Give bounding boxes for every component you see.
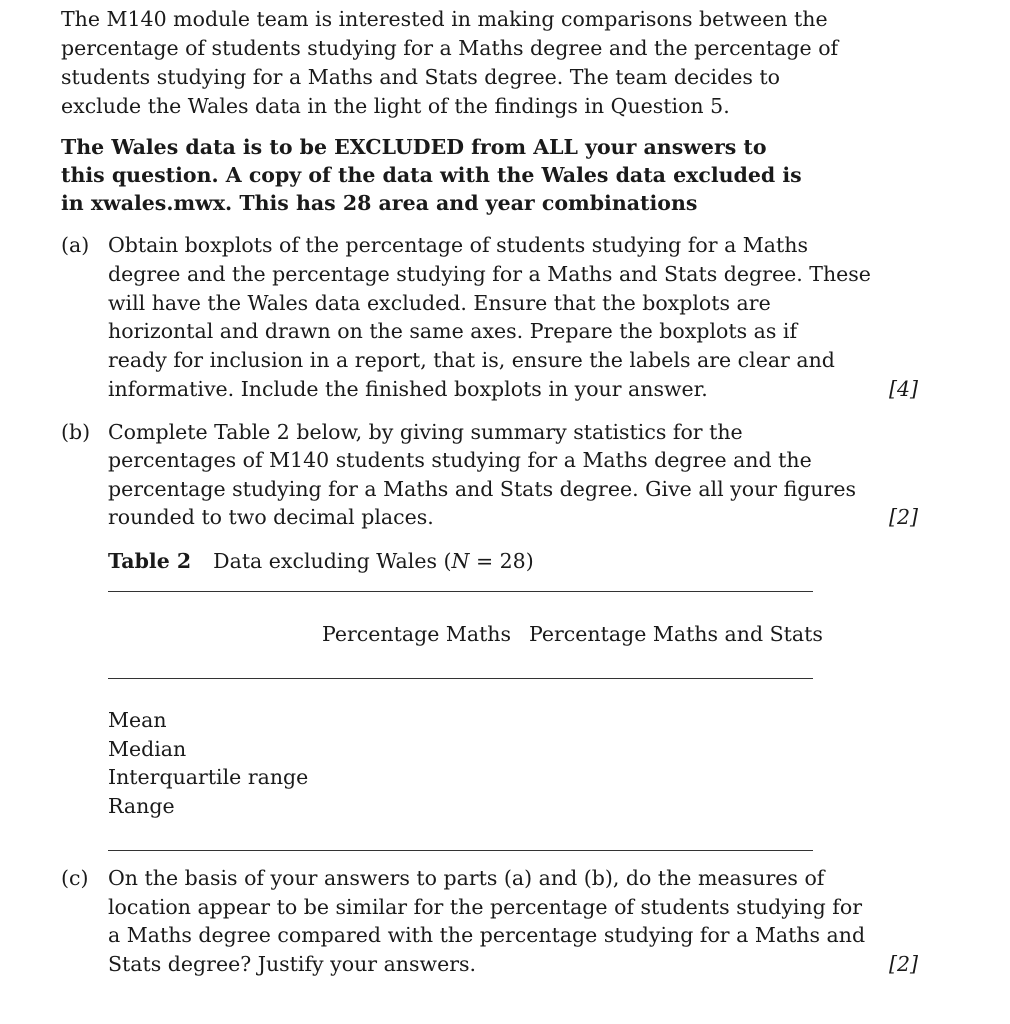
part-a-line: horizontal and drawn on the same axes. Prepare the boxplots as if bbox=[108, 319, 798, 343]
part-b-label: (b) bbox=[61, 420, 91, 444]
part-a-line: will have the Wales data excluded. Ensure that the boxplots are bbox=[108, 291, 771, 315]
part-a-line: Obtain boxplots of the percentage of students studying for a Maths bbox=[108, 233, 808, 257]
part-a-label: (a) bbox=[61, 233, 90, 257]
table-caption bbox=[108, 547, 534, 576]
table-top-rule bbox=[108, 591, 813, 592]
table-label: Table 2 bbox=[108, 549, 192, 573]
part-c-line: location appear to be similar for the percentage of students studying for bbox=[108, 895, 862, 919]
table-header-rule bbox=[108, 678, 813, 679]
table-row-label: Median bbox=[108, 737, 187, 761]
intro-line: The M140 module team is interested in making comparisons between the bbox=[61, 7, 828, 31]
part-a-marks: [4] bbox=[888, 377, 918, 401]
part-a-line: degree and the percentage studying for a Maths and Stats degree. These bbox=[108, 262, 871, 286]
notice-line: in xwales.mwx. This has 28 area and year combinations bbox=[61, 191, 698, 215]
part-b-line: percentages of M140 students studying for a Maths degree and the bbox=[108, 448, 812, 472]
table-row-label: Range bbox=[108, 794, 175, 818]
table-caption-suffix: = 28) bbox=[469, 549, 534, 573]
part-b-line: percentage studying for a Maths and Stats degree. Give all your figures bbox=[108, 477, 857, 501]
intro-line: exclude the Wales data in the light of the findings in Question 5. bbox=[61, 94, 730, 118]
part-c-line: a Maths degree compared with the percentage studying for a Maths and bbox=[108, 923, 866, 947]
table-row-label: Mean bbox=[108, 708, 167, 732]
part-c-label: (c) bbox=[61, 866, 89, 890]
table-header-maths: Percentage Maths bbox=[322, 622, 512, 646]
intro-line: percentage of students studying for a Maths degree and the percentage of bbox=[61, 36, 839, 60]
table-row-label: Interquartile range bbox=[108, 765, 309, 789]
table-header-maths-stats: Percentage Maths and Stats bbox=[529, 622, 823, 646]
part-b-line: rounded to two decimal places. bbox=[108, 505, 434, 529]
table-caption-prefix: Data excluding Wales ( bbox=[213, 549, 452, 573]
part-a-line: informative. Include the finished boxplots in your answer. bbox=[108, 377, 708, 401]
notice-line: this question. A copy of the data with the Wales data excluded is bbox=[61, 163, 802, 187]
part-c-line: On the basis of your answers to parts (a) and (b), do the measures of bbox=[108, 866, 825, 890]
table-bottom-rule bbox=[108, 850, 813, 851]
part-b-line: Complete Table 2 below, by giving summary statistics for the bbox=[108, 420, 743, 444]
part-a-line: ready for inclusion in a report, that is, ensure the labels are clear and bbox=[108, 348, 835, 372]
notice-line: The Wales data is to be EXCLUDED from ALL your answers to bbox=[61, 135, 767, 159]
part-c-marks: [2] bbox=[888, 952, 918, 976]
part-b-marks: [2] bbox=[888, 505, 918, 529]
table-caption-var: N bbox=[451, 549, 470, 573]
intro-line: students studying for a Maths and Stats degree. The team decides to bbox=[61, 65, 780, 89]
part-c-line: Stats degree? Justify your answers. bbox=[108, 952, 477, 976]
